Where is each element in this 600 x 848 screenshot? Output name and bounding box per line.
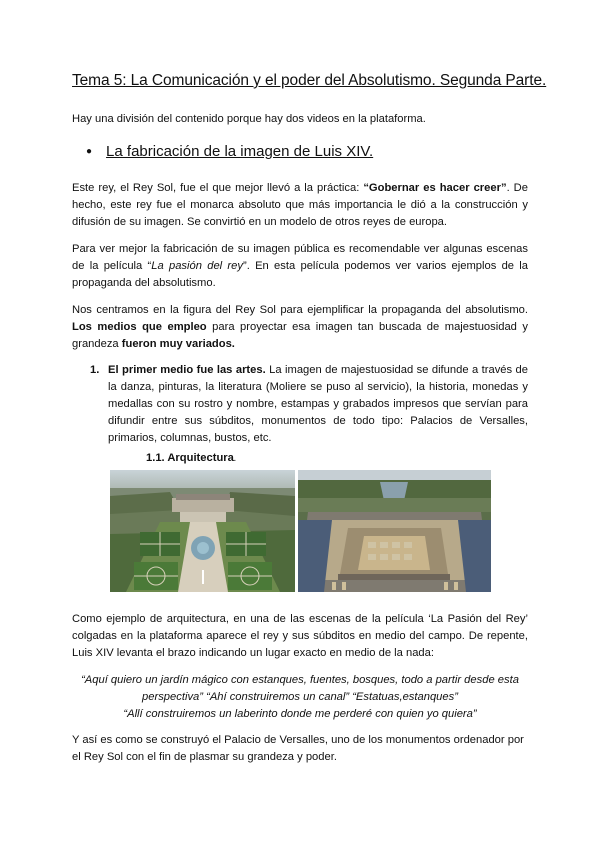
section-heading [86,143,373,160]
document-title: Tema 5: La Comunicación y el poder del Absolutismo. Segunda Parte. [72,72,547,89]
list-item-bold: El primer medio fue las artes. [108,364,266,376]
intro-paragraph: Hay una división del contenido porque hay dos videos en la plataforma. [72,113,426,125]
para3-bold-d: fueron muy variados. [121,338,235,350]
list-number: 1. [90,364,100,376]
para2-film-title: La pasión del rey [151,260,243,272]
subheading-suffix: . [233,456,236,463]
section-heading-text: La fabricación de la imagen de Luis XIV. [106,143,374,160]
subheading-label: 1.1. Arquitectura [146,452,234,464]
quote-block [72,672,528,723]
paragraph-versalles: Y así es como se construyó el Palacio de Versalles, uno de los monumentos ordenador por el Rey Sol con el fin de plasmar su grandeza y poder. [72,734,524,763]
list-item-text: La imagen de majestuosidad se difunde a través de la danza, pinturas, la literatura (Moliere se puso al servicio), la historia, monedas y medallas con su rostro y nombre, estampas y grabados impresos que servían para difundir entre sus súbditos, monumentos de todo tipo: Palacios de Versalles, primarios, columnas, bustos, etc. [108,364,528,444]
paragraph-arquitectura-ejemplo: Como ejemplo de arquitectura, en una de las escenas de la película ‘La Pasión del Rey’ colgadas en la plataforma aparece el rey y sus súbditos en medio del campo. De repente, Luis XIV levanta el brazo indicando un lugar exacto en medio de la nada: [72,613,528,659]
para2-text-a: Para ver mejor la fabricación de su imagen pública es recomendable ver algunas escenas de la película “ [72,243,528,272]
para2-text-c: ”. En esta película podemos ver varios ejemplos de la propaganda del absolutismo. [72,260,529,289]
para3-text-c: para proyectar esa imagen tan buscada de majestuosidad y grandeza [72,321,528,350]
quote-line-3: “Allí construiremos un laberinto donde me perderé con quien yo quiera” [123,708,477,720]
para1-quote: “Gobernar es hacer creer” [363,182,507,194]
paragraph-gobernar [72,180,528,231]
quote-line-2: perspectiva” “Ahí construiremos un canal” “Estatuas,estanques” [142,691,458,703]
para3-text-a: Nos centramos en la figura del Rey Sol para ejemplificar la propaganda del absolutismo. [72,304,528,316]
paragraph-medios [72,302,528,353]
paragraph-pelicula [72,241,528,292]
versailles-palace-photo [298,470,491,592]
para1-text-c: . De hecho, este rey fue el monarca absoluto que más importancia le dió a la construcción y difusión de su imagen. Se convirtió en un modelo de otros reyes de europa. [72,182,528,228]
versailles-gardens-photo [110,470,295,592]
para1-text-a: Este rey, el Rey Sol, fue el que mejor llevó a la práctica: [72,182,364,194]
para3-bold-b: Los medios que empleo [72,321,207,333]
list-item [90,362,528,447]
quote-line-1: “Aquí quiero un jardín mágico con estanques, fuentes, bosques, todo a partir desde esta [81,674,519,686]
subheading-arquitectura [146,452,236,464]
bullet-icon: ● [86,146,93,157]
